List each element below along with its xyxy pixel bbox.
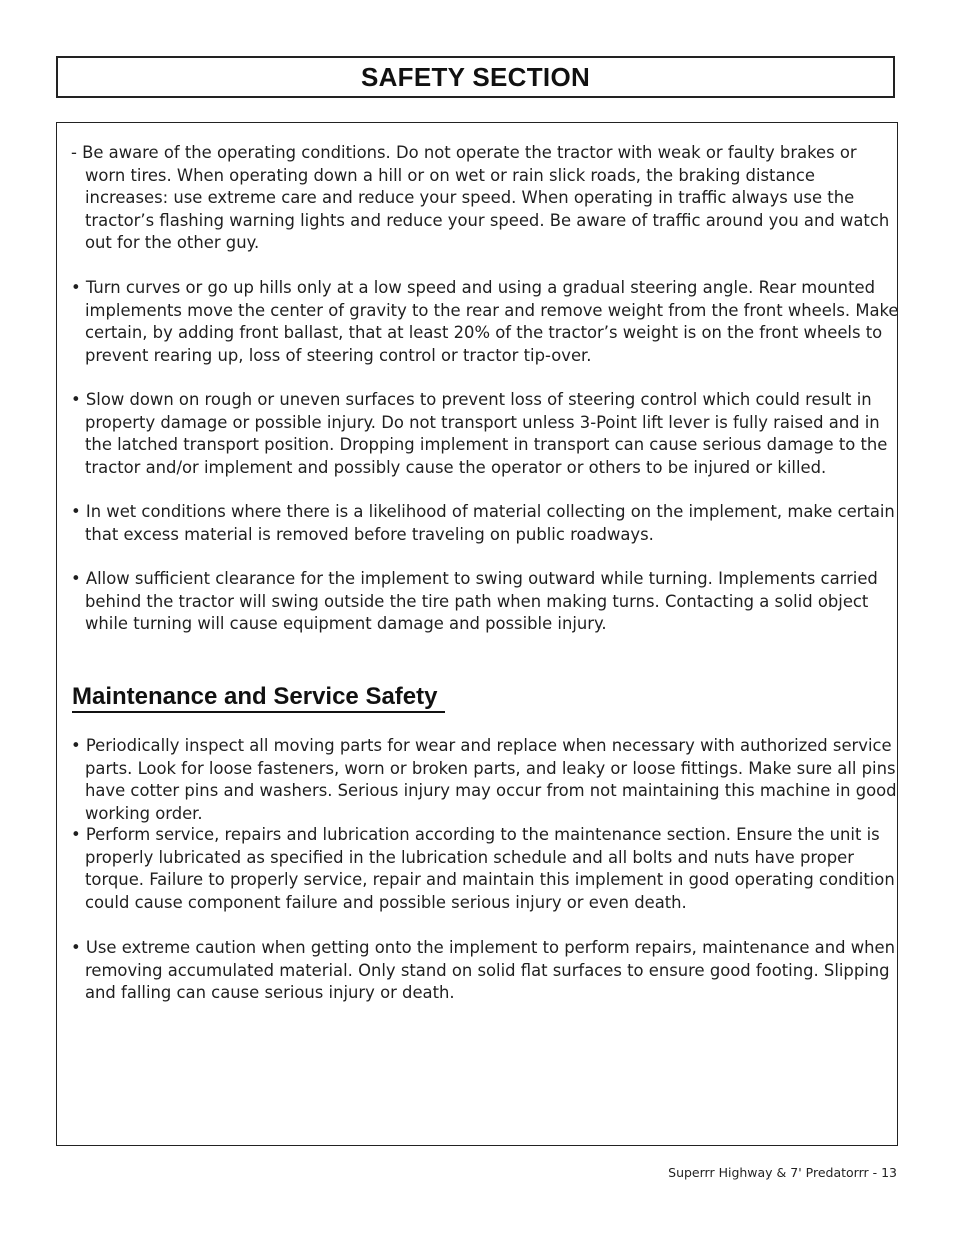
maintenance-item-caution: • Use extreme caution when getting onto the implement to perform repairs, maintenance and when removing accumulated material. Only stand on solid flat surfaces to ensure good footing. Slipping and falling can cause serious injury or death. [71, 938, 895, 1002]
safety-item-operating-conditions: - Be aware of the operating conditions. Do not operate the tractor with weak or faulty brakes or worn tires. When operating down a hill or on wet or rain slick roads, the braking distance increases: use extreme care and reduce your speed. When operating in traffic always use the tractor’s flashing warning lights and reduce your speed. Be aware of traffic around you and watch out for the other guy. [71, 143, 890, 252]
maintenance-item-inspect: • Periodically inspect all moving parts for wear and replace when necessary with authorized service parts. Look for loose fasteners, worn or broken parts, and leaky or loose fittings. Make sure all pins have cotter pins and washers. Serious injury may occur from not maintaining this machine in good working order. [71, 736, 897, 823]
safety-item-rough-surfaces: • Slow down on rough or uneven surfaces to prevent loss of steering control which could result in property damage or possible injury. Do not transport unless 3-Point lift lever is fully raised and in the latched transport position. Dropping implement in transport can cause serious damage to the tractor and/or implement and possibly cause the operator or others to be injured or killed. [71, 390, 888, 477]
safety-item-clearance: • Allow sufficient clearance for the implement to swing outward while turning. Implements carried behind the tractor will swing outside the tire path when making turns. Contacting a solid object while turning will cause equipment damage and possible injury. [71, 569, 878, 633]
safety-item-wet-conditions: • In wet conditions where there is a likelihood of material collecting on the implement, make certain that excess material is removed before traveling on public roadways. [71, 502, 895, 544]
maintenance-section-title: Maintenance and Service Safety [72, 683, 445, 713]
content-box [56, 122, 898, 1146]
page-title: SAFETY SECTION [360, 61, 591, 92]
maintenance-item-service: • Perform service, repairs and lubrication according to the maintenance section. Ensure the unit is properly lubricated as specified in the lubrication schedule and all bolts and nuts have proper torque. Failure to properly service, repair and maintain this implement in good operating condition could cause component failure and possible serious injury or even death. [71, 825, 895, 912]
section-header-box [56, 56, 895, 98]
page-footer: Superrr Highway & 7' Predatorrr - 13 [668, 1165, 897, 1180]
safety-item-turn-curves: • Turn curves or go up hills only at a low speed and using a gradual steering angle. Rear mounted implements move the center of gravity to the rear and remove weight from the front wheels. Make certain, by adding front ballast, that at least 20% of the tractor’s weight is on the front wheels to prevent rearing up, loss of steering control or tractor tip-over. [71, 278, 899, 365]
